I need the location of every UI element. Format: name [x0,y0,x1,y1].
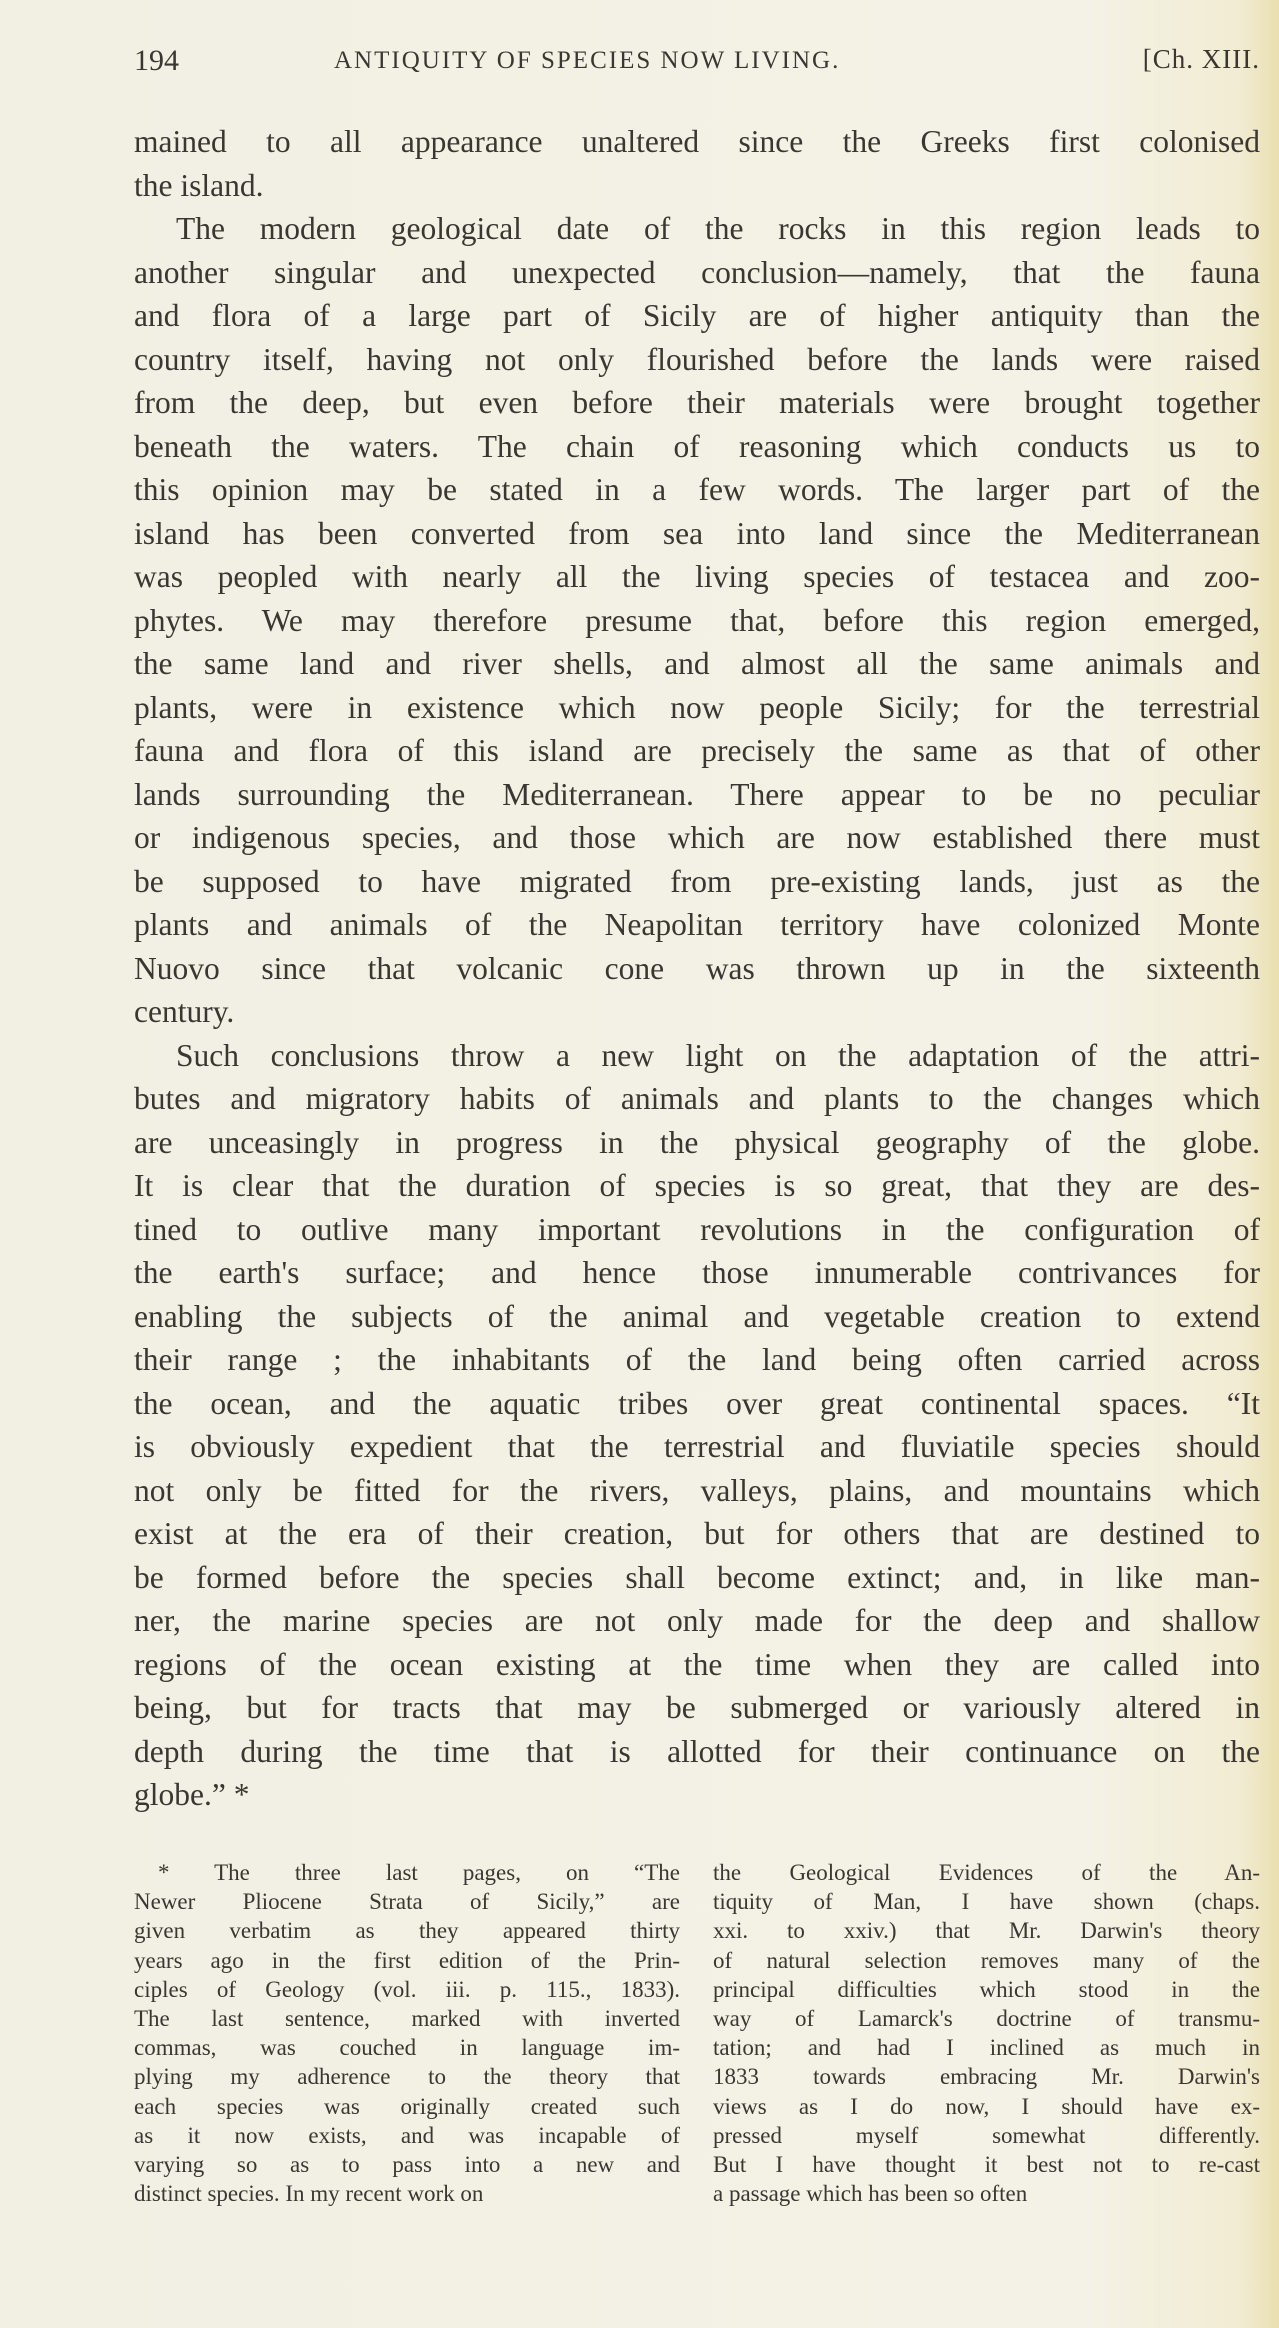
footnote-line: 1833 towards embracing Mr. Darwin's [713,2064,1260,2090]
text-line: enabling the subjects of the animal and vegetable creation to extend [134,1298,1260,1334]
footnote-line: pressed myself somewhat differently. [713,2122,1260,2148]
text-line: are unceasingly in progress in the physical geography of the globe. [134,1124,1260,1160]
text-line: be formed before the species shall become extinct; and, in like man- [134,1559,1260,1595]
text-line: fauna and flora of this island are precisely the same as that of other [134,733,1260,768]
footnote-line: commas, was couched in language im- [134,2035,680,2061]
text-line: country itself, having not only flourished before the lands were raised [134,341,1260,377]
body-text [134,120,1260,1817]
text-line: their range ; the inhabitants of the land being often carried across [134,1342,1260,1377]
page-number: 194 [134,44,179,77]
footnote-right-column [713,1858,1260,2208]
footnote-line: * The three last pages, on “The [158,1860,680,1885]
footnote-line: as it now exists, and was incapable of [134,2122,680,2148]
text-line: regions of the ocean existing at the time when they are called into [134,1646,1260,1682]
footnote-line: ciples of Geology (vol. iii. p. 115., 1833). [134,1976,680,2002]
text-line: is obviously expedient that the terrestrial and fluviatile species should [134,1429,1260,1464]
footnote-line: principal difficulties which stood in the [713,1976,1260,2002]
text-line: not only be fitted for the rivers, valleys, plains, and mountains which [134,1472,1260,1508]
footnote-line: given verbatim as they appeared thirty [134,1918,680,1944]
text-line: exist at the era of their creation, but for others that are destined to [134,1516,1260,1551]
footnote-line: of natural selection removes many of the [713,1947,1260,1973]
text-line: phytes. We may therefore presume that, before this region emerged, [134,602,1260,638]
text-line: or indigenous species, and those which are now established there must [134,820,1260,855]
page-header [134,44,1260,84]
text-line: and flora of a large part of Sicily are of higher antiquity than the [134,298,1260,333]
text-line: plants and animals of the Neapolitan territory have colonized Monte [134,907,1260,942]
footnote-line: years ago in the first edition of the Prin- [134,1947,680,1973]
running-title: ANTIQUITY OF SPECIES NOW LIVING. [334,47,841,74]
footnote-line: each species was originally created such [134,2093,680,2119]
text-line: from the deep, but even before their materials were brought together [134,385,1260,420]
footnote-line: But I have thought it best not to re-cast [713,2151,1260,2177]
footnote-line: plying my adherence to the theory that [134,2064,680,2090]
text-line: Nuovo since that volcanic cone was thrown up in the sixteenth [134,950,1260,986]
text-line: plants, were in existence which now people Sicily; for the terrestrial [134,689,1260,725]
text-line: being, but for tracts that may be submerged or variously altered in [134,1690,1260,1725]
footnote-line: The last sentence, marked with inverted [134,2005,680,2031]
text-line: the island. [134,167,264,203]
text-line: The modern geological date of the rocks in this region leads to [176,211,1260,246]
footnote-line: a passage which has been so often [713,2181,1028,2207]
text-line: was peopled with nearly all the living species of testacea and zoo- [134,559,1260,594]
text-line: ner, the marine species are not only made for the deep and shallow [134,1603,1260,1638]
footnote-line: distinct species. In my recent work on [134,2181,484,2207]
text-line: lands surrounding the Mediterranean. There appear to be no peculiar [134,776,1260,812]
footnote-line: Newer Pliocene Strata of Sicily,” are [134,1889,680,1915]
text-line: butes and migratory habits of animals and plants to the changes which [134,1081,1260,1116]
text-line: be supposed to have migrated from pre-existing lands, just as the [134,863,1260,899]
text-line: depth during the time that is allotted for their continuance on the [134,1733,1260,1769]
footnote-line: the Geological Evidences of the An- [713,1860,1260,1885]
footnote-line: way of Lamarck's doctrine of transmu- [713,2005,1260,2031]
text-line: beneath the waters. The chain of reasoning which conducts us to [134,428,1260,464]
text-line: island has been converted from sea into land since the Mediterranean [134,515,1260,551]
text-line: the ocean, and the aquatic tribes over great continental spaces. “It [134,1385,1260,1421]
text-line: globe.” * [134,1777,250,1812]
text-line: the earth's surface; and hence those innumerable contrivances for [134,1255,1260,1290]
text-line: the same land and river shells, and almost all the same animals and [134,646,1260,681]
footnote-line: xxi. to xxiv.) that Mr. Darwin's theory [713,1918,1260,1944]
text-line: tined to outlive many important revolutions in the configuration of [134,1211,1260,1247]
text-line: this opinion may be stated in a few words. The larger part of the [134,472,1260,507]
footnote-line: tation; and had I inclined as much in [713,2035,1260,2061]
text-line: mained to all appearance unaltered since the Greeks first colonised [134,124,1260,159]
footnote-line: views as I do now, I should have ex- [713,2093,1260,2119]
footnote-line: varying so as to pass into a new and [134,2151,680,2177]
text-line: Such conclusions throw a new light on the adaptation of the attri- [176,1037,1260,1073]
footnote-line: tiquity of Man, I have shown (chaps. [713,1889,1260,1915]
footnote-left-column [134,1858,680,2208]
chapter-label: [Ch. XIII. [1142,44,1260,74]
text-line: another singular and unexpected conclusion—namely, that the fauna [134,254,1260,290]
text-line: It is clear that the duration of species is so great, that they are des- [134,1168,1260,1203]
text-line: century. [134,994,235,1029]
